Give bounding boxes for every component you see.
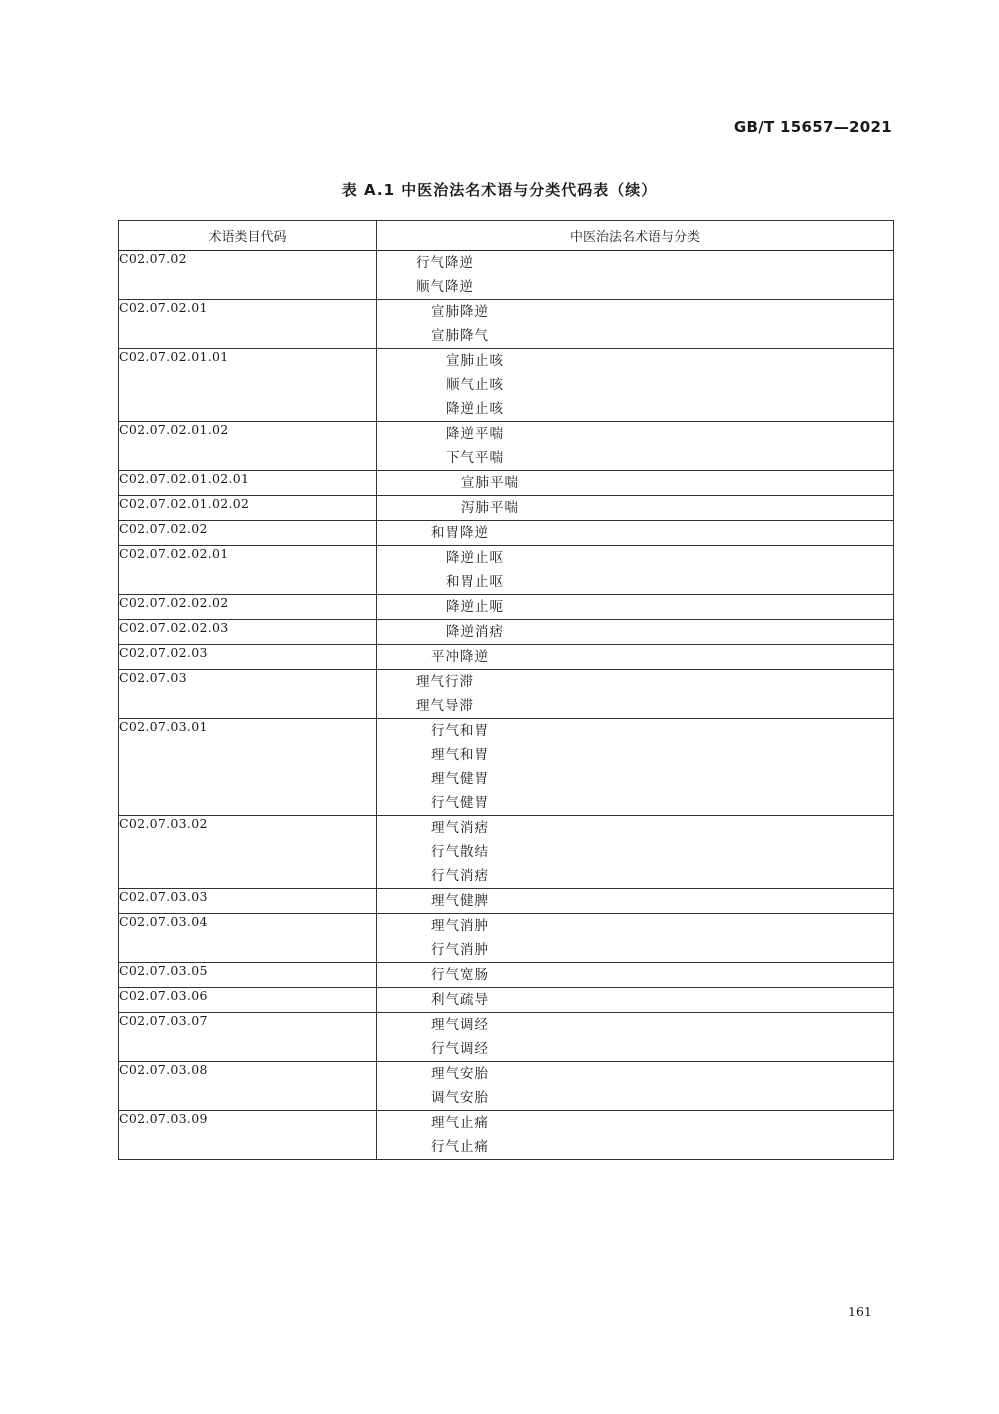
terminology-code-table bbox=[118, 220, 894, 1160]
term-list bbox=[377, 645, 894, 670]
page-number: 161 bbox=[848, 1304, 872, 1319]
therapy-term: 理气止痛 bbox=[431, 1115, 489, 1131]
table-row bbox=[119, 914, 894, 963]
therapy-term: 行气降逆 bbox=[416, 255, 474, 271]
category-code: C02.07.03.08 bbox=[119, 1062, 377, 1111]
therapy-term: 降逆止呃 bbox=[446, 599, 504, 615]
table-row bbox=[119, 595, 894, 620]
term-list bbox=[377, 963, 894, 988]
therapy-term: 顺气止咳 bbox=[446, 377, 504, 393]
table-row bbox=[119, 1062, 894, 1111]
therapy-term: 行气消肿 bbox=[431, 942, 489, 958]
category-code: C02.07.02.01.02 bbox=[119, 422, 377, 471]
therapy-term: 和胃止呕 bbox=[446, 574, 504, 590]
table-title: 表 A.1 中医治法名术语与分类代码表（续） bbox=[341, 181, 658, 199]
therapy-term: 理气导滞 bbox=[416, 698, 474, 714]
therapy-term: 宣肺平喘 bbox=[461, 475, 519, 491]
therapy-term: 顺气降逆 bbox=[416, 279, 474, 295]
category-code: C02.07.03.01 bbox=[119, 719, 377, 816]
term-list bbox=[377, 595, 894, 620]
therapy-term: 理气消痞 bbox=[431, 820, 489, 836]
table-row bbox=[119, 471, 894, 496]
table-row bbox=[119, 496, 894, 521]
term-list bbox=[377, 889, 894, 914]
therapy-term: 行气散结 bbox=[431, 844, 489, 860]
category-code: C02.07.03 bbox=[119, 670, 377, 719]
therapy-term: 宣肺降气 bbox=[431, 328, 489, 344]
term-list bbox=[377, 521, 894, 546]
category-code: C02.07.03.02 bbox=[119, 816, 377, 889]
table-row bbox=[119, 719, 894, 816]
term-list bbox=[377, 496, 894, 521]
therapy-term: 下气平喘 bbox=[446, 450, 504, 466]
therapy-term: 理气消肿 bbox=[431, 918, 489, 934]
therapy-term: 利气疏导 bbox=[431, 992, 489, 1008]
term-list bbox=[377, 988, 894, 1013]
therapy-term: 行气和胃 bbox=[431, 723, 489, 739]
therapy-term: 降逆消痞 bbox=[446, 624, 504, 640]
column-header-code: 术语类目代码 bbox=[119, 221, 377, 251]
table-row bbox=[119, 349, 894, 422]
term-list bbox=[377, 471, 894, 496]
table-row bbox=[119, 422, 894, 471]
term-list bbox=[377, 251, 894, 300]
term-list bbox=[377, 620, 894, 645]
therapy-term: 行气调经 bbox=[431, 1041, 489, 1057]
therapy-term: 泻肺平喘 bbox=[461, 500, 519, 516]
term-list bbox=[377, 816, 894, 889]
category-code: C02.07.02 bbox=[119, 251, 377, 300]
term-list bbox=[377, 349, 894, 422]
table-row bbox=[119, 1013, 894, 1062]
therapy-term: 降逆平喘 bbox=[446, 426, 504, 442]
table-row bbox=[119, 300, 894, 349]
therapy-term: 宣肺止咳 bbox=[446, 353, 504, 369]
therapy-term: 和胃降逆 bbox=[431, 525, 489, 541]
therapy-term: 理气行滞 bbox=[416, 674, 474, 690]
category-code: C02.07.02.01.02.01 bbox=[119, 471, 377, 496]
therapy-term: 行气止痛 bbox=[431, 1139, 489, 1155]
table-row bbox=[119, 889, 894, 914]
table-row bbox=[119, 816, 894, 889]
category-code: C02.07.02.01 bbox=[119, 300, 377, 349]
category-code: C02.07.03.07 bbox=[119, 1013, 377, 1062]
term-list bbox=[377, 719, 894, 816]
therapy-term: 宣肺降逆 bbox=[431, 304, 489, 320]
therapy-term: 理气和胃 bbox=[431, 747, 489, 763]
therapy-term: 调气安胎 bbox=[431, 1090, 489, 1106]
therapy-term: 理气健脾 bbox=[431, 893, 489, 909]
therapy-term: 理气健胃 bbox=[431, 771, 489, 787]
table-row bbox=[119, 670, 894, 719]
category-code: C02.07.03.05 bbox=[119, 963, 377, 988]
term-list bbox=[377, 670, 894, 719]
table-body bbox=[119, 251, 894, 1160]
table-row bbox=[119, 645, 894, 670]
term-list bbox=[377, 1062, 894, 1111]
category-code: C02.07.02.03 bbox=[119, 645, 377, 670]
therapy-term: 理气调经 bbox=[431, 1017, 489, 1033]
therapy-term: 理气安胎 bbox=[431, 1066, 489, 1082]
category-code: C02.07.02.02.02 bbox=[119, 595, 377, 620]
therapy-term: 平冲降逆 bbox=[431, 649, 489, 665]
therapy-term: 行气消痞 bbox=[431, 868, 489, 884]
therapy-term: 降逆止呕 bbox=[446, 550, 504, 566]
category-code: C02.07.03.09 bbox=[119, 1111, 377, 1160]
standard-code: GB/T 15657—2021 bbox=[733, 118, 892, 136]
term-list bbox=[377, 914, 894, 963]
term-list bbox=[377, 546, 894, 595]
therapy-term: 降逆止咳 bbox=[446, 401, 504, 417]
table-row bbox=[119, 1111, 894, 1160]
term-list bbox=[377, 300, 894, 349]
table-row bbox=[119, 546, 894, 595]
table-row bbox=[119, 988, 894, 1013]
table-row bbox=[119, 963, 894, 988]
category-code: C02.07.03.03 bbox=[119, 889, 377, 914]
term-list bbox=[377, 422, 894, 471]
category-code: C02.07.02.02.01 bbox=[119, 546, 377, 595]
therapy-term: 行气宽肠 bbox=[431, 967, 489, 983]
category-code: C02.07.02.01.01 bbox=[119, 349, 377, 422]
term-list bbox=[377, 1111, 894, 1160]
table-row bbox=[119, 251, 894, 300]
category-code: C02.07.03.04 bbox=[119, 914, 377, 963]
category-code: C02.07.03.06 bbox=[119, 988, 377, 1013]
table-header-row bbox=[119, 221, 894, 251]
category-code: C02.07.02.02.03 bbox=[119, 620, 377, 645]
therapy-term: 行气健胃 bbox=[431, 795, 489, 811]
term-list bbox=[377, 1013, 894, 1062]
table-row bbox=[119, 521, 894, 546]
category-code: C02.07.02.02 bbox=[119, 521, 377, 546]
column-header-terms: 中医治法名术语与分类 bbox=[377, 221, 894, 251]
table-row bbox=[119, 620, 894, 645]
category-code: C02.07.02.01.02.02 bbox=[119, 496, 377, 521]
